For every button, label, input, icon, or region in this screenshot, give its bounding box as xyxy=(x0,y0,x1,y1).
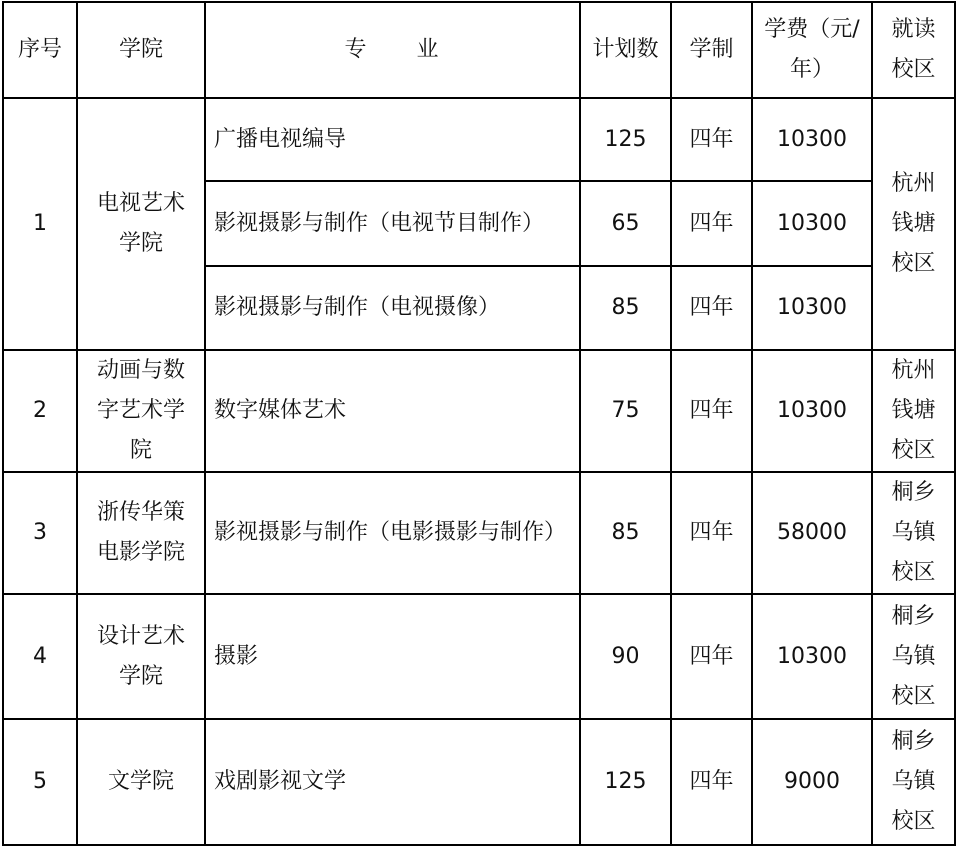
seq-cell: 3 xyxy=(3,472,77,594)
fee-cell: 10300 xyxy=(752,266,872,350)
plan-cell: 75 xyxy=(580,350,671,472)
college-label: 电视艺术学院 xyxy=(96,191,185,256)
fee-cell: 10300 xyxy=(752,594,872,719)
plan-cell: 85 xyxy=(580,472,671,594)
header-seq: 序号 xyxy=(3,2,77,98)
college-cell xyxy=(77,472,205,594)
header-row xyxy=(3,2,955,98)
duration-cell: 四年 xyxy=(671,350,752,472)
duration-cell: 四年 xyxy=(671,719,752,845)
plan-cell: 90 xyxy=(580,594,671,719)
college-label: 浙传华策电影学院 xyxy=(96,500,185,565)
college-cell xyxy=(77,350,205,472)
table-row xyxy=(3,594,955,719)
header-college: 学院 xyxy=(77,2,205,98)
campus-label: 杭州钱塘校区 xyxy=(891,358,936,463)
duration-cell: 四年 xyxy=(671,594,752,719)
major-cell: 摄影 xyxy=(205,594,580,719)
campus-cell xyxy=(872,594,955,719)
fee-cell: 10300 xyxy=(752,181,872,266)
duration-cell: 四年 xyxy=(671,98,752,181)
campus-label: 杭州钱塘校区 xyxy=(891,171,936,276)
campus-cell xyxy=(872,98,955,350)
campus-label: 桐乡乌镇校区 xyxy=(891,729,936,834)
campus-cell xyxy=(872,350,955,472)
header-plan: 计划数 xyxy=(580,2,671,98)
seq-cell: 5 xyxy=(3,719,77,845)
enrollment-table xyxy=(2,1,956,846)
major-cell: 戏剧影视文学 xyxy=(205,719,580,845)
duration-cell: 四年 xyxy=(671,472,752,594)
fee-cell: 10300 xyxy=(752,98,872,181)
plan-cell: 125 xyxy=(580,719,671,845)
college-cell xyxy=(77,594,205,719)
duration-cell: 四年 xyxy=(671,181,752,266)
campus-label: 桐乡乌镇校区 xyxy=(891,603,936,709)
fee-cell: 9000 xyxy=(752,719,872,845)
campus-label: 桐乡乌镇校区 xyxy=(891,480,936,585)
campus-cell xyxy=(872,719,955,845)
college-cell xyxy=(77,719,205,845)
college-cell xyxy=(77,98,205,350)
fee-cell: 10300 xyxy=(752,350,872,472)
major-cell: 广播电视编导 xyxy=(205,98,580,181)
seq-cell: 1 xyxy=(3,98,77,350)
header-fee-label: 学费（元/年） xyxy=(764,17,860,82)
header-duration: 学制 xyxy=(671,2,752,98)
major-cell: 影视摄影与制作（电视节目制作） xyxy=(205,181,580,266)
college-label: 文学院 xyxy=(107,769,174,794)
plan-cell: 85 xyxy=(580,266,671,350)
seq-cell: 4 xyxy=(3,594,77,719)
college-label: 设计艺术学院 xyxy=(96,623,185,689)
header-fee xyxy=(752,2,872,98)
duration-cell: 四年 xyxy=(671,266,752,350)
plan-cell: 65 xyxy=(580,181,671,266)
major-cell: 数字媒体艺术 xyxy=(205,350,580,472)
table-row xyxy=(3,98,955,181)
plan-cell: 125 xyxy=(580,98,671,181)
major-cell: 影视摄影与制作（电视摄像） xyxy=(205,266,580,350)
header-campus xyxy=(872,2,955,98)
table-row xyxy=(3,472,955,594)
header-major: 专 业 xyxy=(205,2,580,98)
campus-cell xyxy=(872,472,955,594)
college-label: 动画与数字艺术学院 xyxy=(96,358,185,463)
table-row xyxy=(3,719,955,845)
major-cell: 影视摄影与制作（电影摄影与制作） xyxy=(205,472,580,594)
table-row xyxy=(3,350,955,472)
header-campus-label: 就读校区 xyxy=(891,17,936,82)
fee-cell: 58000 xyxy=(752,472,872,594)
seq-cell: 2 xyxy=(3,350,77,472)
